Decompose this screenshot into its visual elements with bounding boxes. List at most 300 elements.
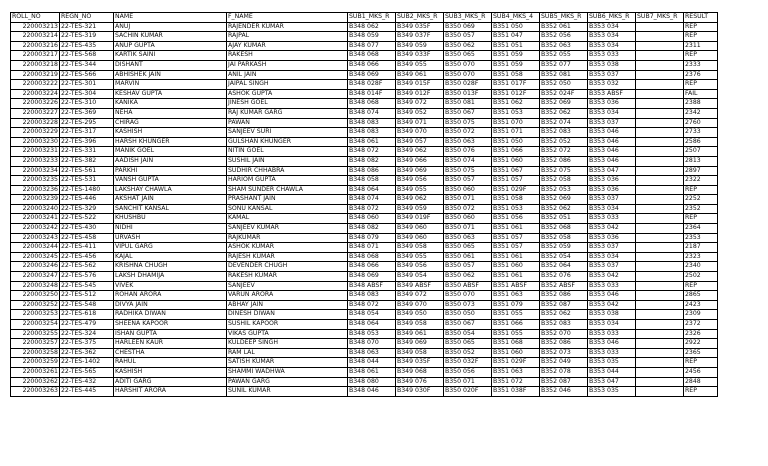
cell-sub4-marks: B351 059	[492, 51, 540, 61]
column-header-sub6-marks: SUB6_MKS_R	[588, 13, 636, 23]
cell-sub7-marks	[636, 41, 684, 51]
cell-sub7-marks	[636, 22, 684, 32]
cell-regn-no: 22-TES-329	[60, 204, 114, 214]
cell-sub7-marks	[636, 185, 684, 195]
cell-sub5-marks: B352 059	[540, 243, 588, 253]
cell-sub3-marks: B350 060	[444, 185, 492, 195]
cell-sub1-marks: B348 061	[348, 137, 396, 147]
cell-sub5-marks: B352 073	[540, 348, 588, 358]
cell-father-name: RAJ KUMAR GARG	[227, 108, 348, 118]
cell-name: ABHISHEK JAIN	[114, 70, 227, 80]
cell-sub7-marks	[636, 118, 684, 128]
cell-sub4-marks: B351 050	[492, 22, 540, 32]
cell-name: NEHA	[114, 108, 227, 118]
column-header-sub3-marks: SUB3_MKS_R	[444, 13, 492, 23]
cell-father-name: ASHOK GUPTA	[227, 89, 348, 99]
cell-sub2-marks: B349 057	[396, 137, 444, 147]
cell-sub3-marks: B350 072	[444, 204, 492, 214]
cell-sub6-marks: B353 037	[588, 262, 636, 272]
cell-regn-no: 22-TES-479	[60, 320, 114, 330]
cell-sub7-marks	[636, 377, 684, 387]
cell-regn-no: 22-TES-369	[60, 108, 114, 118]
table-row	[11, 108, 718, 118]
column-header-result: RESULT	[684, 13, 718, 23]
cell-sub6-marks: B353 033	[588, 51, 636, 61]
column-header-sub2-marks: SUB2_MKS_R	[396, 13, 444, 23]
cell-sub2-marks: B349 ABSF	[396, 281, 444, 291]
cell-name: DIVYA JAIN	[114, 300, 227, 310]
cell-result: 2586	[684, 137, 718, 147]
cell-result: 2376	[684, 70, 718, 80]
cell-sub4-marks: B351 029F	[492, 358, 540, 368]
table-row	[11, 214, 718, 224]
cell-father-name: PRASHANT JAIN	[227, 195, 348, 205]
cell-sub3-marks: B350 072	[444, 128, 492, 138]
cell-sub1-marks: B348 061	[348, 367, 396, 377]
cell-result: 2456	[684, 367, 718, 377]
cell-sub3-marks: B350 ABSF	[444, 281, 492, 291]
cell-sub7-marks	[636, 329, 684, 339]
table-row	[11, 339, 718, 349]
cell-regn-no: 22-TES-456	[60, 252, 114, 262]
cell-sub4-marks: B351 057	[492, 176, 540, 186]
cell-father-name: GULSHAN KHUNGER	[227, 137, 348, 147]
table-row	[11, 348, 718, 358]
column-header-name: NAME	[114, 13, 227, 23]
cell-sub4-marks: B351 047	[492, 32, 540, 42]
cell-father-name: RAJENDER KUMAR	[227, 22, 348, 32]
cell-result: 2353	[684, 233, 718, 243]
cell-sub1-marks: B348 086	[348, 166, 396, 176]
cell-result: 2507	[684, 147, 718, 157]
cell-sub2-marks: B349 072	[396, 291, 444, 301]
cell-sub2-marks: B349 058	[396, 348, 444, 358]
cell-father-name: JAI PARKASH	[227, 60, 348, 70]
cell-sub5-marks: B352 074	[540, 118, 588, 128]
cell-result: 2252	[684, 195, 718, 205]
cell-roll-no: 220003252	[11, 300, 60, 310]
cell-result: 2326	[684, 329, 718, 339]
cell-sub1-marks: B348 069	[348, 272, 396, 282]
cell-sub7-marks	[636, 204, 684, 214]
cell-father-name: ANIL JAIN	[227, 70, 348, 80]
cell-regn-no: 22-TES-301	[60, 80, 114, 90]
cell-sub6-marks: B353 033	[588, 329, 636, 339]
cell-sub2-marks: B349 052	[396, 108, 444, 118]
cell-sub6-marks: B353 034	[588, 32, 636, 42]
cell-father-name: VARUN ARORA	[227, 291, 348, 301]
cell-sub5-marks: B352 072	[540, 147, 588, 157]
cell-sub4-marks: B351 057	[492, 243, 540, 253]
cell-roll-no: 220003258	[11, 348, 60, 358]
cell-sub5-marks: B352 069	[540, 195, 588, 205]
cell-result: REP	[684, 214, 718, 224]
cell-roll-no: 220003248	[11, 281, 60, 291]
cell-name: KESHAV GUPTA	[114, 89, 227, 99]
cell-sub6-marks: B353 033	[588, 348, 636, 358]
table-row	[11, 41, 718, 51]
cell-regn-no: 22-TES-319	[60, 32, 114, 42]
cell-regn-no: 22-TES-522	[60, 214, 114, 224]
cell-name: KHUSHBU	[114, 214, 227, 224]
cell-sub1-marks: B348 054	[348, 310, 396, 320]
cell-roll-no: 220003241	[11, 214, 60, 224]
cell-result: 2897	[684, 166, 718, 176]
cell-sub5-marks: B352 062	[540, 108, 588, 118]
cell-sub1-marks: B348 072	[348, 300, 396, 310]
cell-regn-no: 22-TES-446	[60, 195, 114, 205]
cell-regn-no: 22-TES-304	[60, 89, 114, 99]
cell-sub3-marks: B350 065	[444, 243, 492, 253]
cell-sub6-marks: B353 037	[588, 118, 636, 128]
cell-sub6-marks: B353 042	[588, 272, 636, 282]
cell-sub1-marks: B348 059	[348, 32, 396, 42]
cell-sub6-marks: B353 034	[588, 252, 636, 262]
results-sheet	[10, 12, 718, 397]
cell-roll-no: 220003231	[11, 147, 60, 157]
table-row	[11, 320, 718, 330]
cell-sub5-marks: B352 024F	[540, 89, 588, 99]
cell-regn-no: 22-TES-548	[60, 300, 114, 310]
cell-sub2-marks: B349 066	[396, 156, 444, 166]
cell-regn-no: 22-TES-344	[60, 60, 114, 70]
cell-sub7-marks	[636, 233, 684, 243]
cell-roll-no: 220003230	[11, 137, 60, 147]
cell-sub5-marks: B352 069	[540, 99, 588, 109]
cell-sub2-marks: B349 054	[396, 272, 444, 282]
cell-sub4-marks: B351 060	[492, 348, 540, 358]
cell-sub6-marks: B353 046	[588, 128, 636, 138]
table-row	[11, 99, 718, 109]
cell-sub7-marks	[636, 252, 684, 262]
cell-sub7-marks	[636, 310, 684, 320]
cell-sub4-marks: B351 060	[492, 262, 540, 272]
cell-result: REP	[684, 32, 718, 42]
cell-name: KAJAL	[114, 252, 227, 262]
cell-sub4-marks: B351 060	[492, 156, 540, 166]
cell-sub3-marks: B350 074	[444, 156, 492, 166]
cell-sub5-marks: B352 078	[540, 367, 588, 377]
table-row	[11, 310, 718, 320]
cell-sub5-marks: B352 062	[540, 310, 588, 320]
cell-sub4-marks: B351 055	[492, 329, 540, 339]
cell-result: 2865	[684, 291, 718, 301]
cell-roll-no: 220003235	[11, 176, 60, 186]
cell-sub2-marks: B349 070	[396, 300, 444, 310]
table-row	[11, 32, 718, 42]
cell-roll-no: 220003255	[11, 329, 60, 339]
cell-sub7-marks	[636, 147, 684, 157]
cell-sub6-marks: B353 035	[588, 358, 636, 368]
cell-result: REP	[684, 185, 718, 195]
cell-name: NIDHI	[114, 224, 227, 234]
cell-sub2-marks: B349 055	[396, 252, 444, 262]
cell-father-name: SUSHIL KAPOOR	[227, 320, 348, 330]
cell-father-name: RAM LAL	[227, 348, 348, 358]
cell-sub2-marks: B349 050	[396, 310, 444, 320]
cell-roll-no: 220003254	[11, 320, 60, 330]
cell-sub1-marks: B348 072	[348, 204, 396, 214]
column-header-sub5-marks: SUB5_MKS_R	[540, 13, 588, 23]
cell-sub6-marks: B353 036	[588, 99, 636, 109]
cell-sub4-marks: B351 079	[492, 300, 540, 310]
cell-result: 2352	[684, 204, 718, 214]
cell-father-name: VIKAS GUPTA	[227, 329, 348, 339]
cell-name: MARVIN	[114, 80, 227, 90]
cell-father-name: NITIN GOEL	[227, 147, 348, 157]
column-header-roll-no: ROLL_NO	[11, 13, 60, 23]
cell-sub7-marks	[636, 137, 684, 147]
cell-sub1-marks: B348 066	[348, 262, 396, 272]
cell-sub1-marks: B348 028F	[348, 80, 396, 90]
cell-sub6-marks: B353 035	[588, 387, 636, 397]
cell-sub3-marks: B350 056	[444, 367, 492, 377]
cell-regn-no: 22-TES-576	[60, 272, 114, 282]
cell-sub4-marks: B351 067	[492, 166, 540, 176]
cell-roll-no: 220003240	[11, 204, 60, 214]
cell-father-name: HARIOM GUPTA	[227, 176, 348, 186]
cell-sub3-marks: B350 067	[444, 108, 492, 118]
cell-sub7-marks	[636, 262, 684, 272]
cell-roll-no: 220003214	[11, 32, 60, 42]
cell-sub2-marks: B349 058	[396, 320, 444, 330]
cell-sub1-marks: B348 046	[348, 387, 396, 397]
cell-father-name: SANJEEV	[227, 281, 348, 291]
cell-regn-no: 22-TES-382	[60, 156, 114, 166]
cell-result: 2365	[684, 348, 718, 358]
table-row	[11, 300, 718, 310]
cell-sub1-marks: B348 083	[348, 128, 396, 138]
cell-sub3-marks: B350 062	[444, 41, 492, 51]
table-row	[11, 22, 718, 32]
cell-sub2-marks: B349 056	[396, 176, 444, 186]
cell-sub3-marks: B350 057	[444, 176, 492, 186]
cell-sub4-marks: B351 061	[492, 272, 540, 282]
cell-sub6-marks: B353 033	[588, 281, 636, 291]
cell-sub1-marks: B348 014F	[348, 89, 396, 99]
cell-sub4-marks: B351 062	[492, 99, 540, 109]
cell-sub3-marks: B350 050	[444, 310, 492, 320]
cell-sub2-marks: B349 059	[396, 41, 444, 51]
cell-father-name: SATISH KUMAR	[227, 358, 348, 368]
cell-sub4-marks: B351 070	[492, 118, 540, 128]
table-row	[11, 281, 718, 291]
cell-regn-no: 22-TES-531	[60, 176, 114, 186]
cell-name: VANSH GUPTA	[114, 176, 227, 186]
cell-name: ADITI GARG	[114, 377, 227, 387]
cell-regn-no: 22-TES-435	[60, 41, 114, 51]
cell-roll-no: 220003263	[11, 387, 60, 397]
table-row	[11, 387, 718, 397]
cell-sub6-marks: B353 032	[588, 80, 636, 90]
cell-sub3-marks: B350 062	[444, 272, 492, 282]
cell-sub6-marks: B353 044	[588, 367, 636, 377]
cell-result: 2333	[684, 60, 718, 70]
cell-sub4-marks: B351 038F	[492, 387, 540, 397]
cell-sub4-marks: B351 056	[492, 214, 540, 224]
cell-sub2-marks: B349 037F	[396, 32, 444, 42]
cell-sub2-marks: B349 071	[396, 118, 444, 128]
cell-sub2-marks: B349 058	[396, 243, 444, 253]
cell-sub7-marks	[636, 32, 684, 42]
cell-sub6-marks: B353 036	[588, 185, 636, 195]
cell-sub5-marks: B352 081	[540, 70, 588, 80]
table-row	[11, 367, 718, 377]
cell-sub1-marks: B348 079	[348, 233, 396, 243]
cell-roll-no: 220003250	[11, 291, 60, 301]
cell-sub7-marks	[636, 320, 684, 330]
cell-sub1-marks: B348 062	[348, 22, 396, 32]
cell-sub7-marks	[636, 291, 684, 301]
cell-sub2-marks: B349 055	[396, 60, 444, 70]
cell-sub7-marks	[636, 195, 684, 205]
table-row	[11, 176, 718, 186]
cell-roll-no: 220003218	[11, 60, 60, 70]
header-row	[11, 13, 718, 23]
cell-roll-no: 220003244	[11, 243, 60, 253]
cell-name: MANIK GOEL	[114, 147, 227, 157]
cell-result: REP	[684, 51, 718, 61]
cell-name: KASHISH	[114, 128, 227, 138]
cell-sub5-marks: B352 086	[540, 339, 588, 349]
cell-result: 2364	[684, 224, 718, 234]
cell-sub4-marks: B351 061	[492, 252, 540, 262]
cell-sub3-marks: B350 075	[444, 118, 492, 128]
cell-name: DISHANT	[114, 60, 227, 70]
cell-sub7-marks	[636, 51, 684, 61]
cell-sub1-marks: B348 058	[348, 176, 396, 186]
cell-sub4-marks: B351 058	[492, 70, 540, 80]
cell-sub6-marks: B353 046	[588, 137, 636, 147]
cell-regn-no: 22-TES-321	[60, 22, 114, 32]
cell-name: HARSH KHUNGER	[114, 137, 227, 147]
cell-sub2-marks: B349 069	[396, 166, 444, 176]
cell-sub4-marks: B351 029F	[492, 185, 540, 195]
cell-result: 2342	[684, 108, 718, 118]
cell-sub2-marks: B349 030F	[396, 387, 444, 397]
cell-sub3-marks: B350 020F	[444, 387, 492, 397]
cell-regn-no: 22-TES-1402	[60, 358, 114, 368]
cell-sub6-marks: B353 037	[588, 70, 636, 80]
cell-regn-no: 22-TES-562	[60, 262, 114, 272]
table-row	[11, 262, 718, 272]
cell-sub5-marks: B352 086	[540, 291, 588, 301]
cell-sub6-marks: B353 047	[588, 377, 636, 387]
table-row	[11, 89, 718, 99]
cell-sub1-marks: B348 083	[348, 118, 396, 128]
cell-father-name: ABHAY JAIN	[227, 300, 348, 310]
cell-sub6-marks: B353 042	[588, 224, 636, 234]
cell-sub7-marks	[636, 214, 684, 224]
table-row	[11, 128, 718, 138]
cell-result: REP	[684, 80, 718, 90]
table-row	[11, 166, 718, 176]
cell-regn-no: 22-TES-324	[60, 329, 114, 339]
cell-father-name: KULDEEP SINGH	[227, 339, 348, 349]
table-row	[11, 137, 718, 147]
cell-sub1-marks: B348 064	[348, 320, 396, 330]
table-row	[11, 60, 718, 70]
cell-sub3-marks: B350 073	[444, 300, 492, 310]
cell-roll-no: 220003228	[11, 118, 60, 128]
cell-sub5-marks: B352 075	[540, 166, 588, 176]
cell-sub7-marks	[636, 243, 684, 253]
cell-roll-no: 220003247	[11, 272, 60, 282]
cell-sub7-marks	[636, 300, 684, 310]
cell-regn-no: 22-TES-430	[60, 224, 114, 234]
cell-father-name: SANJEEV SURI	[227, 128, 348, 138]
cell-sub1-marks: B348 069	[348, 70, 396, 80]
cell-father-name: SANJEEV KUMAR	[227, 224, 348, 234]
cell-regn-no: 22-TES-432	[60, 377, 114, 387]
cell-result: 2309	[684, 310, 718, 320]
cell-sub2-marks: B349 061	[396, 329, 444, 339]
cell-roll-no: 220003233	[11, 156, 60, 166]
cell-sub4-marks: B351 053	[492, 204, 540, 214]
cell-sub1-marks: B348 053	[348, 329, 396, 339]
cell-sub4-marks: B351 ABSF	[492, 281, 540, 291]
cell-regn-no: 22-TES-565	[60, 367, 114, 377]
cell-sub4-marks: B351 050	[492, 137, 540, 147]
cell-regn-no: 22-TES-295	[60, 118, 114, 128]
cell-name: LAKSHAY CHAWLA	[114, 185, 227, 195]
cell-father-name: PAWAN	[227, 118, 348, 128]
cell-roll-no: 220003259	[11, 358, 60, 368]
cell-sub6-marks: B353 037	[588, 195, 636, 205]
cell-result: REP	[684, 281, 718, 291]
cell-sub7-marks	[636, 60, 684, 70]
cell-roll-no: 220003224	[11, 89, 60, 99]
cell-sub2-marks: B349 055	[396, 185, 444, 195]
cell-sub5-marks: B352 077	[540, 60, 588, 70]
cell-name: AADISH JAIN	[114, 156, 227, 166]
cell-regn-no: 22-TES-1480	[60, 185, 114, 195]
cell-sub7-marks	[636, 272, 684, 282]
cell-name: KANIKA	[114, 99, 227, 109]
cell-sub4-marks: B351 061	[492, 224, 540, 234]
column-header-sub4-marks: SUB4_MKS_4	[492, 13, 540, 23]
cell-father-name: JAIPAL SINGH	[227, 80, 348, 90]
cell-sub3-marks: B350 067	[444, 320, 492, 330]
cell-sub3-marks: B350 028F	[444, 80, 492, 90]
cell-sub1-marks: B348 068	[348, 252, 396, 262]
cell-name: VIVEK	[114, 281, 227, 291]
cell-sub5-marks: B352 050	[540, 80, 588, 90]
cell-sub6-marks: B353 034	[588, 22, 636, 32]
cell-father-name: SUSHIL JAIN	[227, 156, 348, 166]
cell-sub1-marks: B348 068	[348, 99, 396, 109]
cell-result: 2322	[684, 176, 718, 186]
cell-roll-no: 220003219	[11, 70, 60, 80]
cell-sub6-marks: B353 037	[588, 243, 636, 253]
cell-sub7-marks	[636, 387, 684, 397]
table-row	[11, 156, 718, 166]
cell-name: LAKSH DHAMIJA	[114, 272, 227, 282]
cell-name: ANUJ	[114, 22, 227, 32]
cell-sub6-marks: B353 038	[588, 310, 636, 320]
cell-sub3-marks: B350 054	[444, 329, 492, 339]
cell-sub3-marks: B350 065	[444, 51, 492, 61]
cell-result: 2733	[684, 128, 718, 138]
cell-sub4-marks: B351 017F	[492, 80, 540, 90]
cell-sub2-marks: B349 012F	[396, 89, 444, 99]
cell-result: 2372	[684, 320, 718, 330]
cell-sub5-marks: B352 070	[540, 329, 588, 339]
cell-name: RAHUL	[114, 358, 227, 368]
cell-sub6-marks: B353 042	[588, 300, 636, 310]
cell-roll-no: 220003227	[11, 108, 60, 118]
cell-father-name: SUDHIR CHHABRA	[227, 166, 348, 176]
